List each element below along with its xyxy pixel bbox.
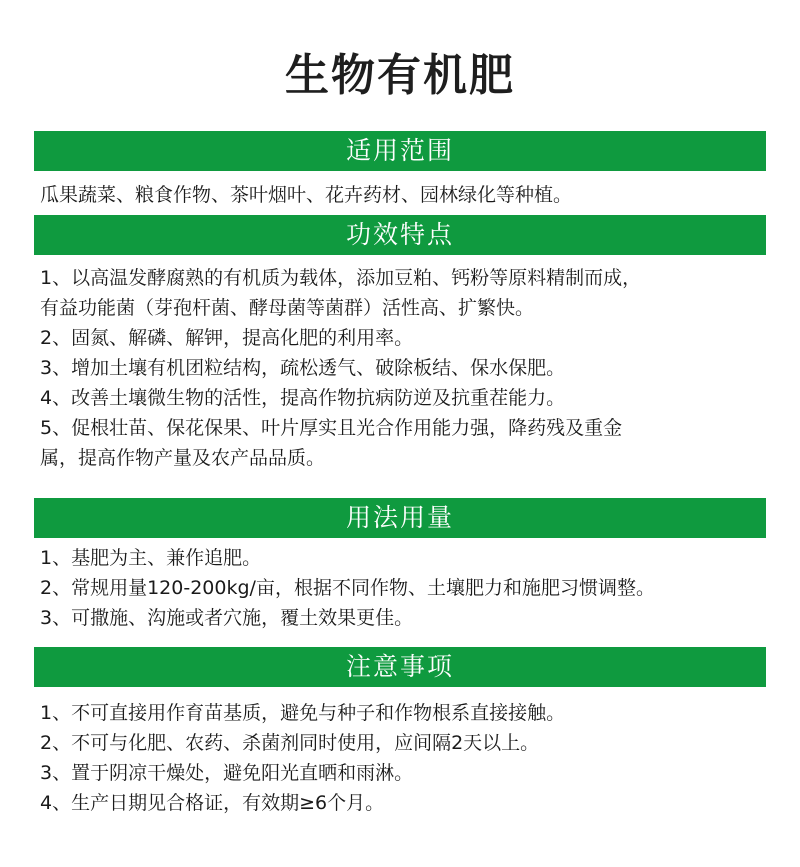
text-line: 3、置于阴凉干燥处，避免阳光直晒和雨淋。 bbox=[40, 762, 414, 784]
text-line: 瓜果蔬菜、粮食作物、茶叶烟叶、花卉药材、园林绿化等种植。 bbox=[40, 184, 573, 206]
section-body-notes bbox=[40, 698, 770, 818]
text-line: 2、常规用量120-200kg/亩，根据不同作物、土壤肥力和施肥习惯调整。 bbox=[40, 577, 655, 599]
page-title: 生物有机肥 bbox=[285, 50, 515, 101]
text-line: 属，提高作物产量及农产品品质。 bbox=[40, 447, 326, 469]
text-line: 2、固氮、解磷、解钾，提高化肥的利用率。 bbox=[40, 327, 414, 349]
section-body-scope bbox=[40, 180, 770, 210]
text-line: 2、不可与化肥、农药、杀菌剂同时使用，应间隔2天以上。 bbox=[40, 732, 540, 754]
text-line: 4、生产日期见合格证，有效期≥6个月。 bbox=[40, 792, 385, 814]
text-line: 3、增加土壤有机团粒结构，疏松透气、破除板结、保水保肥。 bbox=[40, 357, 566, 379]
text-line: 5、促根壮苗、保花保果、叶片厚实且光合作用能力强，降药残及重金 bbox=[40, 417, 623, 439]
text-line: 3、可撒施、沟施或者穴施，覆土效果更佳。 bbox=[40, 607, 414, 629]
text-line: 4、改善土壤微生物的活性，提高作物抗病防逆及抗重茬能力。 bbox=[40, 387, 566, 409]
text-line: 1、基肥为主、兼作追肥。 bbox=[40, 547, 262, 569]
section-body-usage bbox=[40, 543, 770, 633]
text-line: 有益功能菌（芽孢杆菌、酵母菌等菌群）活性高、扩繁快。 bbox=[40, 297, 535, 319]
text-line: 1、以高温发酵腐熟的有机质为载体，添加豆粕、钙粉等原料精制而成， bbox=[40, 267, 642, 289]
section-header-scope: 适用范围 bbox=[34, 131, 766, 171]
section-header-notes: 注意事项 bbox=[34, 647, 766, 687]
section-header-effects: 功效特点 bbox=[34, 215, 766, 255]
section-header-usage: 用法用量 bbox=[34, 498, 766, 538]
text-line: 1、不可直接用作育苗基质，避免与种子和作物根系直接接触。 bbox=[40, 702, 566, 724]
section-body-effects bbox=[40, 263, 770, 473]
